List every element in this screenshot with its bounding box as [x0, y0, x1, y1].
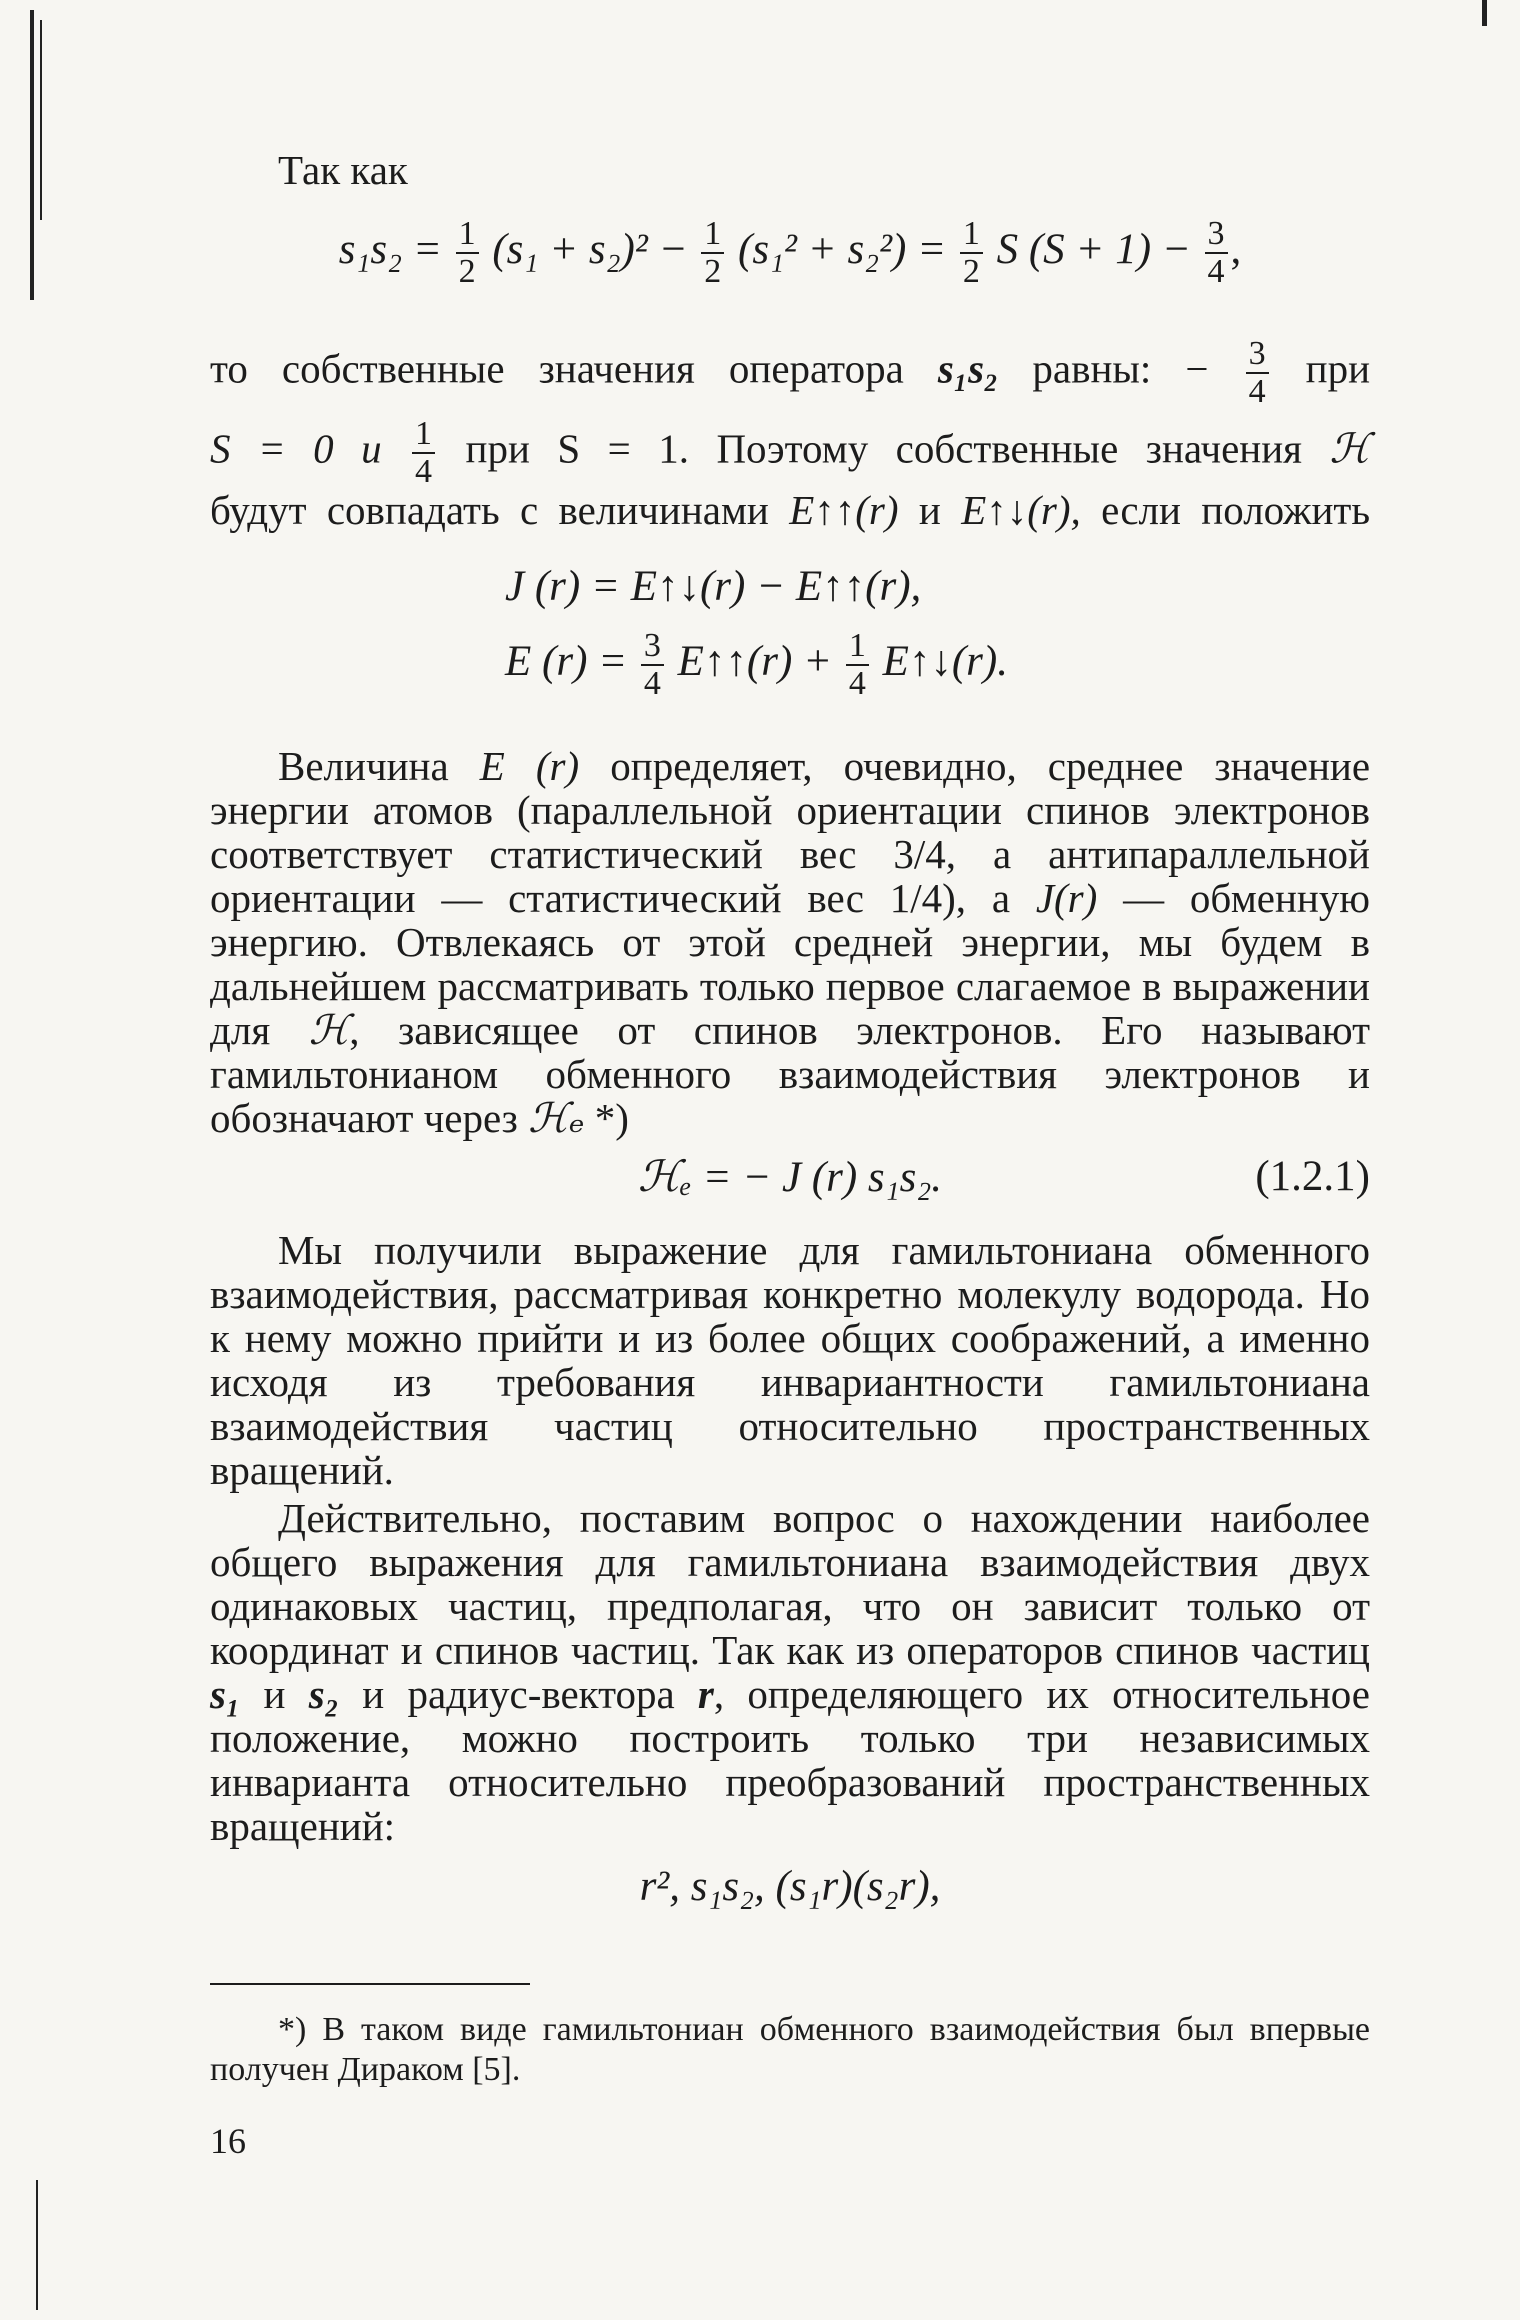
- para2-text-b: определяет, очевидно, среднее значение энергии атомов (параллельной ориентации спинов электронов соответствует статистический вес 3/4, а антипараллельной ориентации — статистический вес 1/4), а: [210, 743, 1371, 921]
- frac-num: 1: [846, 628, 869, 666]
- fraction-one-half: [960, 216, 983, 290]
- scan-edge-line: [40, 20, 42, 220]
- frac-num: 3: [1205, 216, 1228, 254]
- equation-E: [505, 628, 1008, 702]
- fraction-three-quarters: [1246, 336, 1269, 410]
- equation-exchange-hamiltonian: [210, 1152, 1370, 1202]
- p1-text-g: будут совпадать с величинами: [210, 487, 769, 533]
- para4-text-a: Действительно, поставим вопрос о нахождении наиболее общего выражения для гамильтониана взаимодействия двух одинаковых частиц, предполагая, что он зависит только от координат и спинов частиц. Так как из операторов спинов частиц: [210, 1495, 1370, 1673]
- footnote: *) В таком виде гамильтониан обменного взаимодействия был впервые получен Дираком [5].: [210, 2011, 1370, 2088]
- frac-den: 2: [704, 253, 722, 290]
- fraction-one-half: [701, 216, 724, 290]
- frac-num: 3: [1246, 336, 1269, 374]
- p1-text-d: S = 0 и: [210, 425, 382, 472]
- p1-text-f: S = 1. Поэтому собственные значения: [557, 425, 1303, 472]
- para2-text-a: Величина: [278, 743, 449, 789]
- fraction-three-quarters: [1205, 216, 1228, 290]
- frac-num: 1: [960, 216, 983, 254]
- footnote-separator: [210, 1983, 530, 1985]
- intro-line: Так как: [278, 147, 408, 193]
- eq-E-lhs: E (r) =: [505, 637, 628, 685]
- equation-J: J (r) = E↑↓(r) − E↑↑(r),: [505, 563, 922, 610]
- hamiltonian-symbol: ℋ: [1329, 424, 1371, 473]
- p1-text-b: равны: −: [1032, 345, 1209, 392]
- eq-s1s2-lhs: s₁s₂ =: [338, 225, 442, 273]
- frac-den: 4: [643, 665, 661, 702]
- fraction-one-quarter: [846, 628, 869, 702]
- page-number: 16: [210, 2121, 246, 2161]
- hamiltonian-symbol: ℋ: [308, 1006, 350, 1054]
- scan-edge-line: [36, 2180, 38, 2310]
- para4-text-b: и: [263, 1671, 286, 1717]
- fraction-one-half: [456, 216, 479, 290]
- p1-operator-s1s2: s₁s₂: [937, 345, 999, 392]
- p1-text-i: и: [918, 487, 941, 533]
- frac-den: 4: [848, 665, 866, 702]
- scan-edge-mark: [1482, 0, 1487, 26]
- para4-text-c: и радиус-вектора: [362, 1671, 675, 1717]
- eq-s1s2-term3: S (S + 1) −: [996, 225, 1191, 273]
- frac-den: 2: [458, 253, 476, 290]
- paragraph-eigenvalues-line1: [210, 336, 1370, 410]
- paragraph-eigenvalues-line2: [210, 416, 1370, 490]
- frac-num: 1: [701, 216, 724, 254]
- para4-text-d: , определяющего их относительное положение, можно построить только три независимых инварианта относительно преобразований пространственных вращений:: [210, 1671, 1370, 1849]
- frac-den: 4: [415, 453, 433, 490]
- footnote-marker: *): [584, 1095, 629, 1141]
- exchange-hamiltonian-symbol: ℋₑ: [528, 1094, 585, 1142]
- eq-He-text: ℋₑ = − J (r) s₁s₂.: [637, 1154, 943, 1201]
- p1-text-j: если положить: [1101, 487, 1371, 533]
- p1-text-c: при: [1305, 345, 1371, 392]
- para2-text-d: , зависящее от спинов электронов. Его называют гамильтонианом обменного взаимодействия электронов и обозначают через: [210, 1007, 1370, 1141]
- paragraph-invariants: [210, 1496, 1370, 1848]
- para2-Jr: J(r): [1035, 875, 1098, 921]
- eq-s1s2-end: ,: [1230, 225, 1242, 273]
- frac-num: 1: [456, 216, 479, 254]
- fraction-one-quarter: [412, 416, 435, 490]
- para2-text-c: — обменную энергию. Отвлекаясь от этой средней энергии, мы будем в дальнейшем рассматривать только первое слагаемое в выражении для: [210, 875, 1371, 1053]
- energy-antiparallel: E↑↓(r),: [961, 487, 1081, 533]
- eq-E-right: E↑↓(r).: [882, 637, 1008, 685]
- frac-den: 4: [1248, 373, 1266, 410]
- p1-text-e: при: [465, 425, 530, 472]
- equation-number: (1.2.1): [1255, 1153, 1370, 1200]
- eq-E-mid: E↑↑(r) +: [677, 637, 833, 685]
- spin-s1: s₁: [210, 1671, 241, 1717]
- paragraph-eigenvalues-line3: [210, 488, 1370, 532]
- equation-invariants: r², s₁s₂, (s₁r)(s₂r),: [639, 1863, 941, 1910]
- radius-vector-r: r: [697, 1671, 714, 1717]
- frac-num: 1: [412, 416, 435, 454]
- frac-den: 2: [962, 253, 980, 290]
- eq-s1s2-term2: (s₁² + s₂²) =: [738, 225, 947, 273]
- spin-s2: s₂: [308, 1671, 340, 1717]
- frac-den: 4: [1207, 253, 1225, 290]
- paragraph-average-energy: [210, 744, 1370, 1140]
- equation-s1s2: [210, 216, 1370, 290]
- frac-num: 3: [641, 628, 664, 666]
- eq-s1s2-term1: (s₁ + s₂)² −: [492, 225, 688, 273]
- para2-Er: E (r): [479, 743, 580, 789]
- energy-parallel: E↑↑(r): [789, 487, 899, 533]
- fraction-three-quarters: [641, 628, 664, 702]
- p1-text-a: то собственные значения оператора: [210, 345, 904, 392]
- paragraph-hamiltonian-derivation: Мы получили выражение для гамильтониана обменного взаимодействия, рассматривая конкретно молекулу водорода. Но к нему можно прийти и из более общих соображений, а именно исходя из требования инвариантности гамильтониана взаимодействия частиц относительно пространственных вращений.: [210, 1227, 1370, 1493]
- scan-edge-line: [30, 10, 34, 300]
